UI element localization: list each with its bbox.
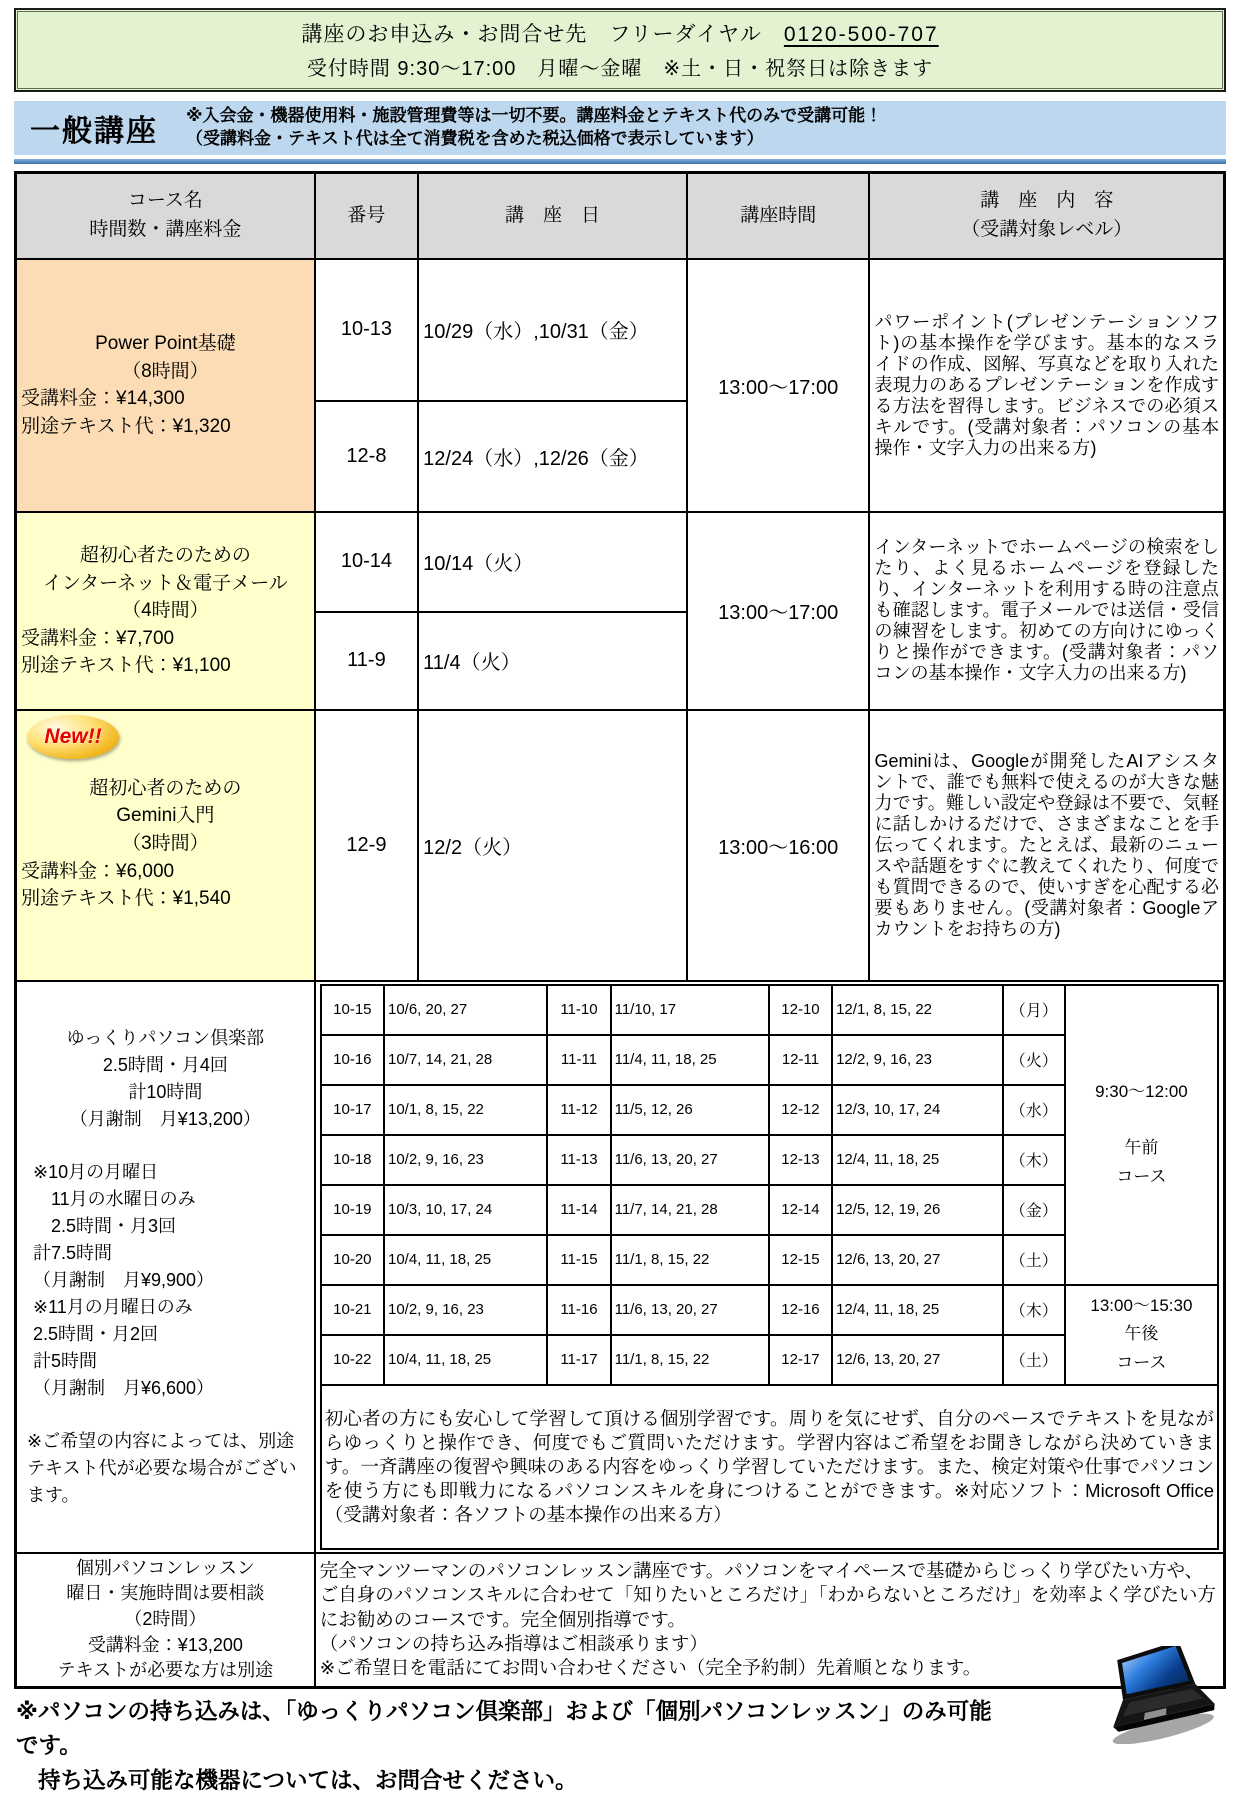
course-dates: 12/24（水）,12/26（金） <box>418 401 687 512</box>
course-time: 13:00～17:00 <box>687 512 870 710</box>
section-note-2: （受講料金・テキスト代は全て消費税を含めた税込価格で表示しています） <box>186 128 764 148</box>
private-lesson-description: 完全マンツーマンのパソコンレッスン講座です。パソコンをマイペースで基礎からじっくり学びたい方や、ご自身のパソコンスキルに合わせて「知りたいところだけ」「わからないところだけ」を効率よく学びたい方にお勧めのコースです。完全個別指導です。 <box>319 1559 1216 1630</box>
club-notes: ※10月の月曜日 11月の水曜日のみ 2.5時間・月3回 計7.5時間 （月謝制 月¥9,900） ※11月の月曜日のみ 2.5時間・月2回 計5時間 （月謝制 月¥6,600） <box>33 1161 215 1398</box>
table-row-internet <box>16 512 1225 612</box>
club-info-cell: ゆっくりパソコン倶楽部 2.5時間・月4回 計10時間 （月謝制 月¥13,200） ※10月の月曜日 11月の水曜日のみ 2.5時間・月3回 計7.5時間 （月謝制 月¥9,900） ※11月の月曜日のみ 2.5時間・月2回 計5時間 （月謝制 月¥6,600） ※ご希望の内容によっては、別途テキスト代が必要な場合がございます。 <box>16 981 315 1553</box>
club-description: 初心者の方にも安心して学習して頂ける個別学習です。周りを気にせず、自分のペースでテキストを見ながらゆっくりと操作でき、何度でもご質問いただけます。学習内容はご希望をお聞きしながら決めていきます。一斉講座の復習や興味のある内容をゆっくり学習していただけます。また、検定対策や仕事でパソコンを使う方にも即戦力になるパソコンスキルを身につけることができます。※対応ソフト：Microsoft Office （受講対象者：各ソフトの基本操作の出来る方） <box>321 1385 1218 1549</box>
course-description: パワーポイント(プレゼンテーションソフト)の基本操作を学びます。基本的なスライドの作成、図解、写真などを取り入れた表現力のあるプレゼンテーションを作成する方法を習得します。ビジネスでの必須スキルです。(受講対象者：パソコンの基本操作・文字入力の出来る方) <box>869 259 1224 512</box>
club-schedule-grid <box>320 984 1219 1550</box>
gemini-course-cell: New!! 超初心者のための Gemini入門 （3時間） 受講料金：¥6,000 別途テキスト代：¥1,540 <box>16 710 315 981</box>
schedule-row: 10-15 10/6, 20, 27 11-10 11/10, 17 12-10 12/1, 8, 15, 22 （月） 9:30～12:00 午前 コース <box>321 985 1218 1035</box>
private-lesson-sub: （パソコンの持ち込み指導はご相談承ります） <box>319 1632 708 1654</box>
course-description: インターネットでホームページの検索をしたり、よく見るホームページを登録したり、インターネットを利用する時の注意点も確認します。電子メールでは送信・受信の練習をします。初めての方向けにゆっくりと操作ができます。(受講対象者：パソコンの基本操作・文字入力の出来る方) <box>869 512 1224 710</box>
course-time: 13:00～16:00 <box>687 710 870 981</box>
club-extra-note: ※ご希望の内容によっては、別途テキスト代が必要な場合がございます。 <box>27 1430 297 1505</box>
private-lesson-info-cell: 個別パソコンレッスン 曜日・実施時間は要相談 （2時間） 受講料金：¥13,200 テキストが必要な方は別途 <box>16 1553 315 1687</box>
header-number: 番号 <box>315 172 418 259</box>
course-number: 12-8 <box>315 401 418 512</box>
schedule-row: 10-20 10/4, 11, 18, 25 11-15 11/1, 8, 15, 22 12-15 12/6, 13, 20, 27 （土） <box>321 1235 1218 1285</box>
club-title: ゆっくりパソコン倶楽部 <box>66 1027 265 1048</box>
new-badge: New!! <box>27 715 119 759</box>
course-number: 10-14 <box>315 512 418 612</box>
schedule-row: 10-19 10/3, 10, 17, 24 11-14 11/7, 14, 21, 28 12-14 12/5, 12, 19, 26 （金） <box>321 1185 1218 1235</box>
course-number: 10-13 <box>315 259 418 401</box>
course-dates: 12/2（火） <box>418 710 687 981</box>
table-row-private-lesson <box>16 1553 1225 1687</box>
afternoon-course-cell: 13:00～15:30 午後 コース <box>1065 1285 1218 1385</box>
schedule-row: 10-18 10/2, 9, 16, 23 11-13 11/6, 13, 20, 27 12-13 12/4, 11, 18, 25 （木） <box>321 1135 1218 1185</box>
club-schedule-cell <box>315 981 1225 1553</box>
private-lesson-description-cell <box>315 1553 1225 1687</box>
footer-note <box>16 1695 996 1799</box>
laptop-icon <box>1093 1646 1218 1749</box>
private-lesson-note: ※ご希望日を電話にてお問い合わせください（完全予約制）先着順となります。 <box>319 1657 982 1679</box>
table-row-powerpoint <box>16 259 1225 401</box>
schedule-row: 10-22 10/4, 11, 18, 25 11-17 11/1, 8, 15, 22 12-17 12/6, 13, 20, 27 （土） <box>321 1335 1218 1385</box>
course-table <box>14 171 1226 1689</box>
section-title: 一般講座 <box>30 114 158 148</box>
course-description: Geminiは、Googleが開発したAIアシスタントで、誰でも無料で使えるのが大きな魅力です。難しい設定や登録は不要で、気軽に話しかけるだけで、さまざまなことを手伝ってくれます。たとえば、最新のニュースや話題をすぐに教えてくれたり、何度でも質問できるので、使いすぎを心配する必要もありません。(受講対象者：Googleアカウントをお持ちの方) <box>869 710 1224 981</box>
header-content: 講 座 内 容 （受講対象レベル） <box>869 172 1224 259</box>
section-bar <box>14 101 1226 155</box>
course-dates: 11/4（火） <box>418 612 687 710</box>
course-dates: 10/14（火） <box>418 512 687 612</box>
header-date: 講 座 日 <box>418 172 687 259</box>
table-row-club <box>16 981 1225 1553</box>
contact-line <box>28 18 1212 48</box>
schedule-row: 10-17 10/1, 8, 15, 22 11-12 11/5, 12, 26 12-12 12/3, 10, 17, 24 （水） <box>321 1085 1218 1135</box>
schedule-row: 10-21 10/2, 9, 16, 23 11-16 11/6, 13, 20, 27 12-16 12/4, 11, 18, 25 （木） 13:00～15:30 午後 コース <box>321 1285 1218 1335</box>
course-number: 11-9 <box>315 612 418 710</box>
footer-line-1: ※パソコンの持ち込みは、「ゆっくりパソコン倶楽部」および「個別パソコンレッスン」のみ可能です。 <box>16 1698 992 1759</box>
table-header-row <box>16 172 1225 259</box>
course-dates: 10/29（水）,10/31（金） <box>418 259 687 401</box>
internet-course-cell: 超初心者たのための インターネット＆電子メール （4時間） 受講料金：¥7,700 別途テキスト代：¥1,100 <box>16 512 315 710</box>
contact-label: 講座のお申込み・お問合せ先 フリーダイヤル <box>301 23 784 46</box>
header-time: 講座時間 <box>687 172 870 259</box>
powerpoint-course-cell: Power Point基礎 （8時間） 受講料金：¥14,300 別途テキスト代：¥1,320 <box>16 259 315 512</box>
section-note-1: ※入会金・機器使用料・施設管理費等は一切不要。講座料金とテキスト代のみで受講可能！ <box>186 106 883 125</box>
header-course-name: コース名 時間数・講座料金 <box>16 172 315 259</box>
footer-line-2: 持ち込み可能な機器については、お問合せください。 <box>38 1768 578 1794</box>
schedule-row: 10-16 10/7, 14, 21, 28 11-11 11/4, 11, 18, 25 12-11 12/2, 9, 16, 23 （火） <box>321 1035 1218 1085</box>
morning-course-cell: 9:30～12:00 午前 コース <box>1065 985 1218 1285</box>
course-number: 12-9 <box>315 710 418 981</box>
reception-hours: 受付時間 9:30～17:00 月曜～金曜 ※土・日・祝祭日は除きます <box>306 58 934 80</box>
blue-divider <box>14 159 1226 164</box>
contact-banner <box>14 8 1226 92</box>
course-time: 13:00～17:00 <box>687 259 870 512</box>
phone-number: 0120-500-707 <box>783 23 939 46</box>
club-description-row <box>321 1385 1218 1549</box>
table-row-gemini <box>16 710 1225 981</box>
